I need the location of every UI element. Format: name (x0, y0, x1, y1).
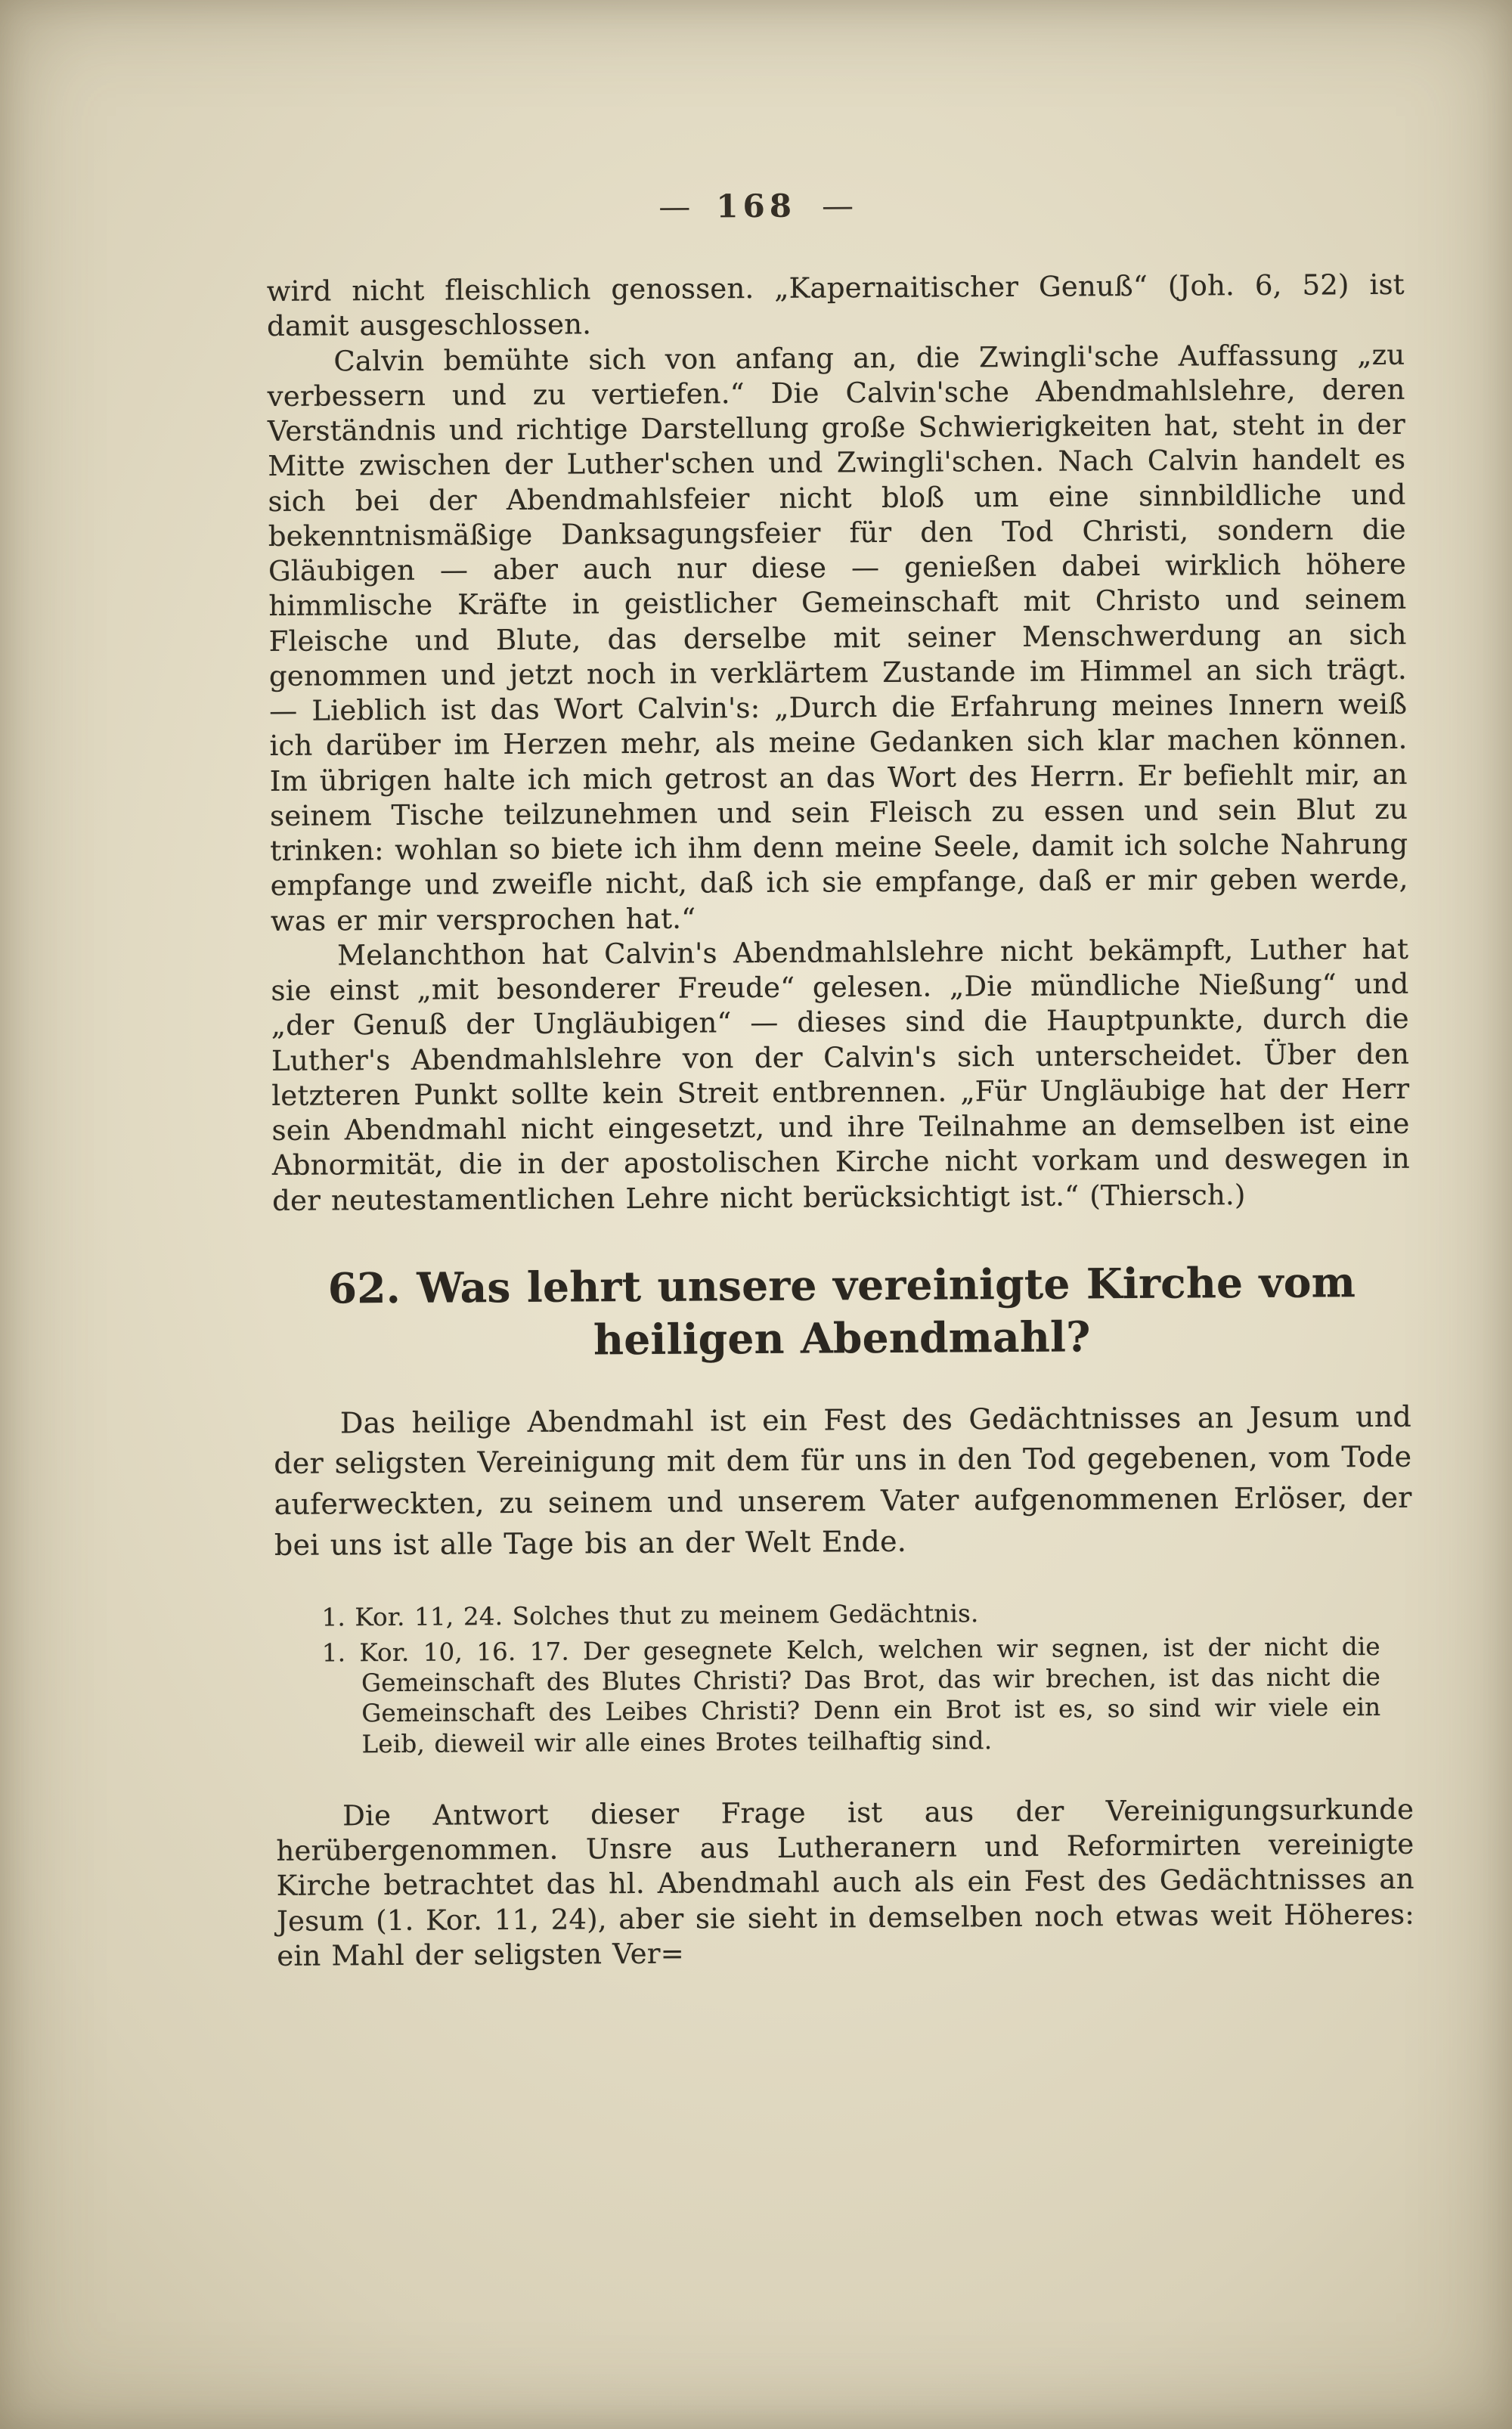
paragraph-continuation: wird nicht fleischlich genossen. „Kapernaitischer Genuß“ (Joh. 6, 52) ist damit ausgeschlossen. (266, 268, 1405, 343)
paragraph-answer: Das heilige Abendmahl ist ein Fest des Gedächtnisses an Jesum und der seligsten Vereinigung mit dem für uns in den Tod gegebenen, vom Tode auferweckten, zu seinem und unserem Vater aufgenommenen Erlöser, der bei uns ist alle Tage bis an der Welt Ende. (274, 1399, 1412, 1563)
question-title: Was lehrt unsere vereinigte Kirche vom heiligen Abendmahl? (417, 1256, 1356, 1365)
paragraph-melanchthon: Melanchthon hat Calvin's Abendmahlslehre nicht bekämpft, Luther hat sie einst „mit besonderer Freude“ gelesen. „Die mündliche Nießung“ und „der Genuß der Ungläubigen“ — dieses sind die Hauptpunkte, durch die Luther's Abendmahlslehre von der Calvin's sich unterscheidet. Über den letzteren Punkt sollte kein Streit entbrennen. „Für Ungläubige hat der Herr sein Abendmahl nicht eingesetzt, und ihre Teilnahme an demselben ist eine Abnormität, die in der apostolischen Kirche nicht vorkam und deswegen in der neutestamentlichen Lehre nicht berücksichtigt ist.“ (Thiersch.) (271, 932, 1410, 1217)
paragraph-closing: Die Antwort dieser Frage ist aus der Vereinigungsurkunde herübergenommen. Unsre aus Lutheranern und Reformirten vereinigte Kirche betrachtet das hl. Abendmahl auch als ein Fest des Gedächtnisses an Jesum (1. Kor. 11, 24), aber sie sieht in demselben noch etwas weit Höheres: ein Mahl der seligsten Ver= (276, 1792, 1415, 1972)
section-heading (288, 1256, 1396, 1369)
header-dash-left: — (658, 187, 691, 225)
page-header (189, 184, 1323, 228)
scripture-citations (321, 1596, 1380, 1759)
text-block (267, 268, 1415, 1974)
citation-1-kor-10-16-17: 1. Kor. 10, 16. 17. Der gesegnete Kelch, welchen wir segnen, ist der nicht die Gemeinschaft des Blutes Christi? Das Brot, das wir brechen, ist das nicht die Gemeinschaft des Leibes Christi? Denn ein Brot ist es, so sind wir viele ein Leib, dieweil wir alle eines Brotes teilhaftig sind. (321, 1631, 1381, 1758)
scanned-text-area (0, 183, 1512, 1975)
paragraph-calvin: Calvin bemühte sich von anfang an, die Zwingli'sche Auffassung „zu verbessern und zu vertiefen.“ Die Calvin'sche Abendmahlslehre, deren Verständnis und richtige Darstellung große Schwierigkeiten hat, steht in der Mitte zwischen der Luther'schen und Zwingli'schen. Nach Calvin handelt es sich bei der Abendmahlsfeier nicht bloß um eine sinnbildliche und bekenntnismäßige Danksagungsfeier für den Tod Christi, sondern die Gläubigen — aber auch nur diese — genießen dabei wirklich höhere himmlische Kräfte in geistlicher Gemeinschaft mit Christo und seinem Fleische und Blute, das derselbe mit seiner Menschwerdung an sich genommen und jetzt noch in verklärtem Zustande im Himmel an sich trägt. — Lieblich ist das Wort Calvin's: „Durch die Erfahrung meines Innern weiß ich darüber im Herzen mehr, als meine Gedanken sich klar machen können. Im übrigen halte ich mich getrost an das Wort des Herrn. Er befiehlt mir, an seinem Tische teilzunehmen und sein Fleisch zu essen und sein Blut zu trinken: wohlan so biete ich ihm denn meine Seele, damit ich solche Nahrung empfange und zweifle nicht, daß ich sie empfange, daß er mir geben werde, was er mir versprochen hat.“ (267, 338, 1408, 937)
citation-1-kor-11-24: 1. Kor. 11, 24. Solches thut zu meinem Gedächtnis. (321, 1599, 979, 1632)
question-number: 62. (327, 1263, 401, 1313)
header-dash-right: — (821, 187, 854, 225)
page-number: 168 (716, 187, 797, 225)
